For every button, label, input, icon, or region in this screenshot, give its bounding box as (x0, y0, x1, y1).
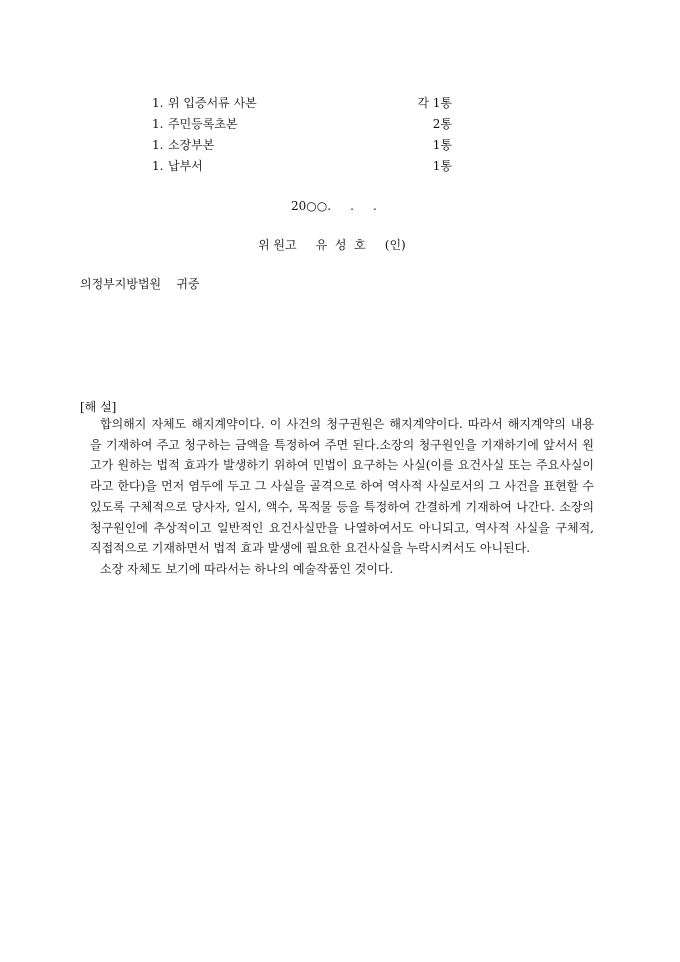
attachment-item (152, 94, 452, 112)
attachment-number: 1. (152, 159, 164, 173)
attachment-name: 위 입증서류 사본 (168, 96, 257, 110)
attachment-number: 1. (152, 138, 164, 152)
attachment-quantity: 2통 (432, 117, 452, 131)
attachment-name: 주민등록초본 (168, 117, 238, 131)
commentary-body (80, 414, 594, 580)
filing-date: 20○○. . . (291, 199, 377, 213)
commentary-title: [해 설] (80, 400, 117, 414)
attachment-item (152, 136, 452, 154)
attachment-quantity: 1통 (432, 159, 452, 173)
attachment-number: 1. (152, 117, 164, 131)
attachment-name: 소장부본 (168, 138, 215, 152)
attachment-item (152, 115, 452, 133)
attachment-item (152, 157, 452, 175)
commentary-paragraph: 소장 자체도 보기에 따라서는 하나의 예술작품인 것이다. (100, 561, 394, 576)
plaintiff-signature: 위 원고 유 성 호 (인) (258, 238, 406, 252)
attachment-name: 납부서 (168, 159, 203, 173)
attachment-quantity: 1통 (432, 138, 452, 152)
commentary-paragraph: 합의해지 자체도 해지계약이다. 이 사건의 청구권원은 해지계약이다. 따라서 해지계약의 내용을 기재하여 주고 청구하는 금액을 특정하여 주면 된다.소장의 청구원인을 기재하기에 앞서서 원고가 원하는 법적 효과가 발생하기 위하여 민법이 요구하는 사실(이를 요건사실 또는 주요사실이라고 한다)을 먼저 염두에 두고 그 사실을 골격으로 하여 역사적 사실로서의 그 사건을 표현할 수 있도록 구체적으로 당사자, 일시, 액수, 목적물 등을 특정하여 간결하게 기재하여 나간다. 소장의 청구원인에 추상적이고 일반적인 요건사실만을 나열하여서도 아니되고, 역사적 사실을 구체적, 직접적으로 기재하면서 법적 효과 발생에 필요한 요건사실을 누락시켜서도 아니된다. (90, 417, 594, 556)
court-addressee: 의정부지방법원 귀중 (80, 277, 200, 291)
attachment-number: 1. (152, 96, 164, 110)
attachment-quantity: 각 1통 (417, 96, 452, 110)
